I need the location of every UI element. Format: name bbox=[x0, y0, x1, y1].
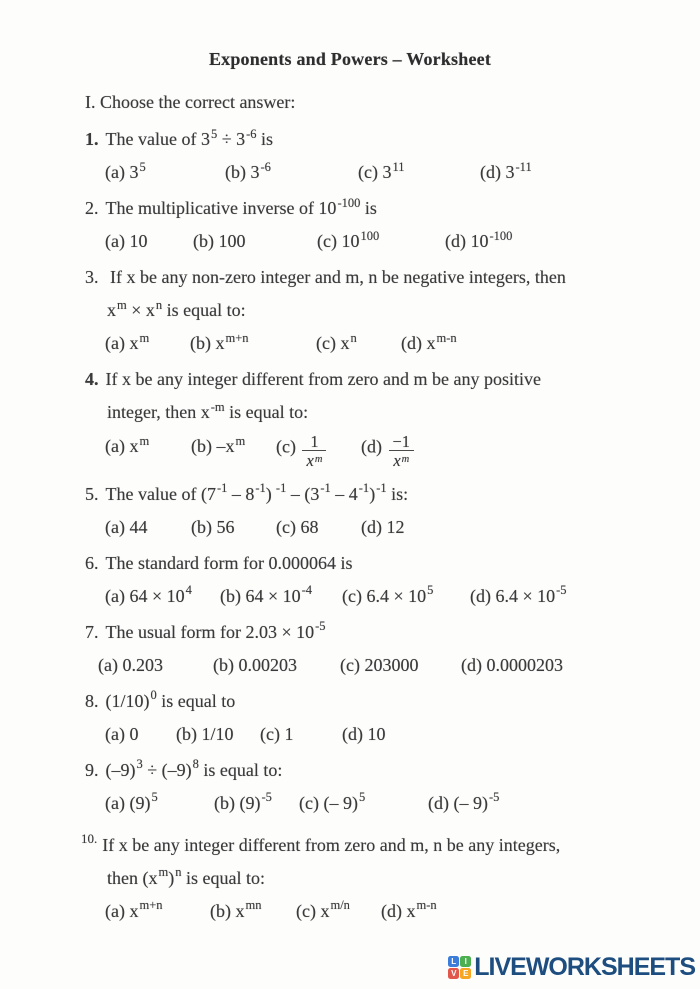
answer-option[interactable]: (c) $x^{m/n}$ bbox=[296, 898, 350, 921]
question-stem bbox=[85, 265, 660, 289]
question-stem bbox=[85, 127, 660, 151]
question-block bbox=[85, 689, 660, 746]
options-row bbox=[85, 229, 660, 253]
question-stem-lines bbox=[85, 265, 660, 322]
answer-option[interactable]: (c) 1 bbox=[260, 723, 294, 744]
question-number: 6. bbox=[85, 552, 99, 573]
answer-option[interactable]: (b) $3^{-6}$ bbox=[225, 159, 271, 182]
stem-text: If x be any integer different from zero and m be any positive bbox=[105, 369, 542, 389]
answer-option[interactable]: (b) $-x^m$ bbox=[191, 433, 246, 457]
liveworksheets-logo-icon bbox=[448, 956, 471, 979]
answer-option[interactable]: (a) 0 bbox=[105, 723, 139, 744]
question-stem bbox=[85, 400, 660, 424]
question-block bbox=[85, 127, 660, 184]
stem-text: The value of $3^5 \div 3^{-6}$ is bbox=[105, 126, 274, 149]
answer-option[interactable]: (d) $10^{-100}$ bbox=[445, 228, 513, 251]
answer-option[interactable]: (b) $x^{m+n}$ bbox=[190, 330, 249, 353]
question-stem-lines bbox=[85, 758, 660, 782]
answer-option[interactable]: (a) $x^{m+n}$ bbox=[105, 898, 163, 921]
question-block bbox=[85, 482, 660, 539]
question-stem bbox=[85, 298, 660, 322]
answer-option[interactable]: (a) $3^5$ bbox=[105, 159, 146, 182]
question-stem-lines bbox=[85, 482, 660, 506]
answer-option[interactable]: (c) 68 bbox=[276, 516, 319, 537]
stem-text: The value of $(7^{-1} - 8^{-1})$ $^{-1} - (3^{-1} - 4^{-1})^{-1}$ is: bbox=[105, 481, 409, 504]
question-block bbox=[85, 196, 660, 253]
options-row bbox=[85, 160, 660, 184]
answer-option[interactable]: (a) 10 bbox=[105, 231, 148, 251]
fraction: $\frac{-1}{x^m}$ bbox=[389, 433, 415, 470]
answer-option[interactable]: (c) $\frac{1}{x^m}$ bbox=[276, 433, 361, 470]
question-stem-lines bbox=[81, 827, 660, 890]
question-stem-lines bbox=[85, 620, 660, 644]
answer-option[interactable]: (c) $3^{11}$ bbox=[358, 159, 405, 182]
question-number: 7. bbox=[85, 621, 99, 642]
answer-option[interactable]: (b) $64 \times 10^{-4}$ bbox=[220, 583, 313, 606]
answer-option[interactable]: (d) (– 9)$^{-5}$ bbox=[428, 790, 500, 813]
answer-option[interactable]: (a) $64 \times 10^4$ bbox=[105, 583, 192, 606]
answer-option[interactable]: (b) 100 bbox=[193, 231, 246, 251]
stem-text: The multiplicative inverse of $10^{-100}$ is bbox=[105, 195, 377, 218]
question-stem-lines bbox=[85, 196, 660, 220]
options-row bbox=[85, 722, 660, 746]
fraction: $\frac{1}{x^m}$ bbox=[302, 433, 326, 470]
question-number: 9. bbox=[85, 759, 99, 780]
answer-option[interactable]: (b) 1/10 bbox=[176, 723, 234, 744]
stem-text: $x^m \times x^n$ is equal to: bbox=[107, 297, 246, 320]
question-number: 10. bbox=[81, 830, 98, 846]
question-number: 5. bbox=[85, 483, 99, 504]
question-block bbox=[85, 551, 660, 608]
options-row bbox=[85, 899, 660, 923]
question-block bbox=[85, 620, 660, 677]
question-stem-lines bbox=[85, 367, 660, 424]
answer-option[interactable]: (d) 10 bbox=[342, 723, 386, 744]
question-block bbox=[85, 758, 660, 815]
stem-text: then $(x^m)^n$ is equal to: bbox=[107, 865, 265, 888]
answer-option[interactable]: (a) 44 bbox=[105, 516, 148, 537]
stem-text: integer, then $x^{-m}$ is equal to: bbox=[107, 399, 309, 422]
stem-text: If x be any non-zero integer and m, n be negative integers, then bbox=[105, 267, 566, 287]
answer-option[interactable]: (c) $x^n$ bbox=[316, 330, 357, 353]
worksheet-title: Exponents and Powers – Worksheet bbox=[208, 49, 492, 69]
question-stem bbox=[85, 551, 660, 575]
answer-option[interactable]: (d) 12 bbox=[361, 516, 405, 537]
question-block bbox=[85, 367, 660, 470]
stem-text: The usual form for $2.03 \times 10^{-5}$ bbox=[105, 619, 326, 642]
logo-square: L bbox=[448, 956, 459, 967]
answer-option[interactable]: (d) 0.0000203 bbox=[461, 654, 563, 675]
question-stem bbox=[81, 827, 660, 857]
question-block bbox=[85, 265, 660, 355]
answer-option[interactable]: (b) $(9)^{-5}$ bbox=[214, 790, 272, 813]
logo-square: E bbox=[460, 968, 471, 979]
answer-option[interactable]: (c) $10^{100}$ bbox=[317, 228, 380, 251]
stem-text: $(-9)^3 \div (-9)^8$ is equal to: bbox=[105, 757, 283, 780]
question-stem bbox=[85, 196, 660, 220]
question-stem bbox=[85, 689, 660, 713]
question-stem-lines bbox=[85, 551, 660, 575]
question-number: 8. bbox=[85, 690, 99, 711]
answer-option[interactable]: (c) (– 9)$^5$ bbox=[299, 790, 366, 813]
answer-option[interactable]: (c) $6.4 \times 10^5$ bbox=[342, 583, 434, 606]
options-row bbox=[85, 331, 660, 355]
answer-option[interactable]: (d) $x^{m-n}$ bbox=[381, 898, 437, 921]
options-row bbox=[85, 584, 660, 608]
stem-text: The standard form for 0.000064 is bbox=[105, 552, 353, 573]
question-stem bbox=[85, 620, 660, 644]
question-stem-lines bbox=[85, 127, 660, 151]
answer-option[interactable]: (a) $x^m$ bbox=[105, 433, 150, 457]
answer-option[interactable]: (a) $(9)^5$ bbox=[105, 790, 158, 813]
question-number: 2. bbox=[85, 198, 99, 218]
questions-list bbox=[81, 126, 660, 923]
question-stem bbox=[85, 758, 660, 782]
answer-option[interactable]: (d) $6.4 \times 10^{-5}$ bbox=[470, 583, 567, 606]
liveworksheets-wordmark: LIVEWORKSHEETS bbox=[474, 953, 695, 981]
question-block bbox=[81, 827, 660, 923]
question-number: 3. bbox=[85, 267, 99, 287]
answer-option[interactable]: (a) $x^m$ bbox=[105, 330, 150, 353]
answer-option[interactable]: (b) 0.00203 bbox=[213, 654, 297, 675]
logo-square: I bbox=[460, 956, 471, 967]
question-number: 1. bbox=[85, 129, 99, 149]
options-row bbox=[85, 653, 660, 677]
options-row bbox=[85, 515, 660, 539]
question-stem-lines bbox=[85, 689, 660, 713]
footer bbox=[448, 951, 695, 982]
options-row bbox=[85, 433, 660, 470]
section-heading: I. Choose the correct answer: bbox=[85, 92, 296, 112]
question-stem bbox=[85, 367, 660, 391]
question-stem bbox=[85, 866, 660, 890]
options-row bbox=[85, 791, 660, 815]
liveworksheets-logo[interactable] bbox=[448, 953, 695, 982]
answer-option[interactable]: (d) $x^{m-n}$ bbox=[401, 330, 457, 353]
stem-text: $(1/10)^0$ is equal to bbox=[105, 688, 236, 711]
logo-square: V bbox=[448, 968, 459, 979]
question-stem bbox=[85, 482, 660, 506]
question-number: 4. bbox=[85, 369, 99, 389]
answer-option[interactable]: (b) 56 bbox=[191, 516, 235, 537]
answer-option[interactable]: (d) $\frac{-1}{x^m}$ bbox=[361, 433, 414, 470]
answer-option[interactable]: (c) 203000 bbox=[340, 654, 419, 675]
answer-option[interactable]: (a) 0.203 bbox=[98, 654, 163, 675]
stem-text: If x be any integer different from zero and m, n be any integers, bbox=[102, 834, 561, 855]
answer-option[interactable]: (b) $x^{mn}$ bbox=[210, 898, 262, 921]
answer-option[interactable]: (d) $3^{-11}$ bbox=[480, 159, 532, 182]
